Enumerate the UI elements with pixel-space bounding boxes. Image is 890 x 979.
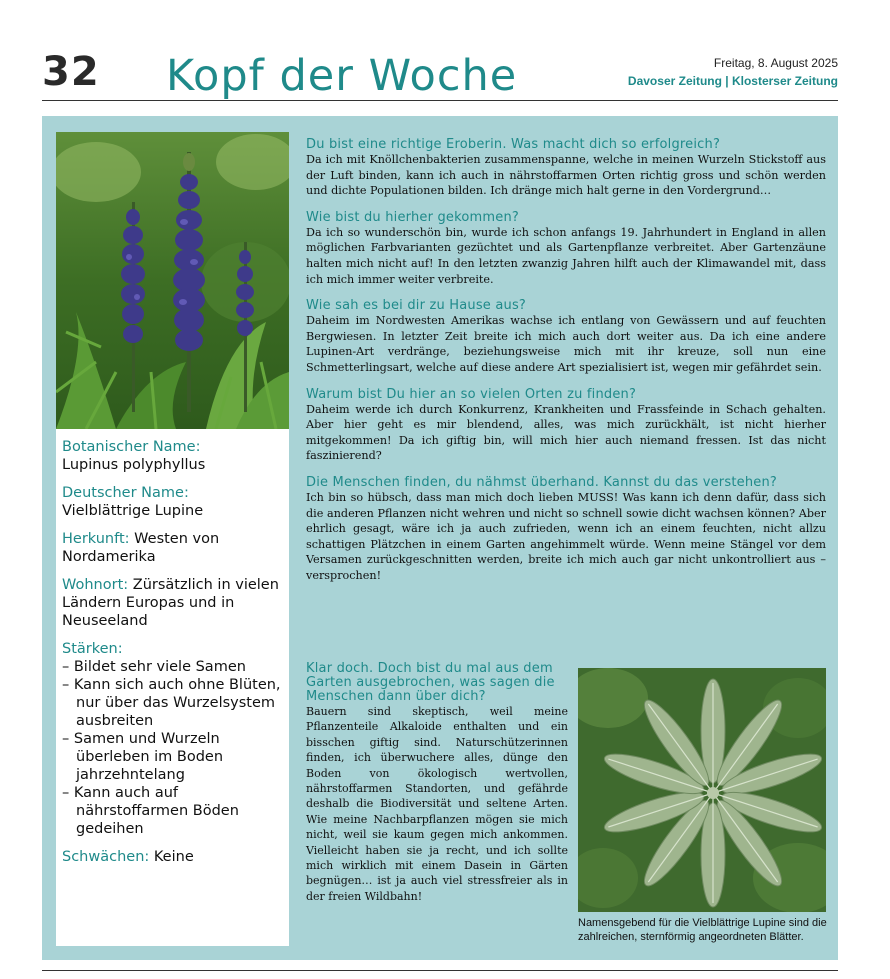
interview-answer: Da ich mit Knöllchenbakterien zusammenspanne, welche in meinen Wurzeln Stickstoff aus der Luft binden, kann ich auch in nährstoffarmen Orten richtig gross und schön werden und dichte Populationen bilden. Ich dränge mich halt gerne in den Vordergrund… — [306, 153, 826, 198]
interview-question: Wie sah es bei dir zu Hause aus? — [306, 298, 527, 314]
strength-item: – Samen und Wurzeln überleben im Boden jahrzehntelang — [62, 731, 224, 783]
weakness — [62, 848, 284, 866]
weakness-value: Keine — [153, 849, 194, 865]
german-name-value: Vielblättrige Lupine — [62, 503, 204, 519]
strength-item: – Kann auch auf nährstoffarmen Böden gedeihen — [62, 785, 239, 837]
botanical-name-label: Botanischer Name: — [62, 439, 201, 455]
botanical-name-value: Lupinus polyphyllus — [62, 457, 206, 473]
footer-rule — [42, 970, 838, 971]
interview-question: Warum bist Du hier an so vielen Orten zu finden? — [306, 386, 637, 402]
origin — [62, 530, 284, 566]
interview-answer: Daheim werde ich durch Konkurrenz, Krankheiten und Frassfeinde in Schach gehalten. Aber hier geht es mir blendend, alles, was mich zurückhält, ist nicht hierher mitgekommen! Da ich giftig bin, will mich hier auch niemand fressen. Ist das nicht faszinierend? — [306, 402, 826, 463]
interview-section — [306, 138, 826, 199]
section-title: Kopf der Woche — [166, 51, 518, 101]
lupine-leaf-photo — [578, 668, 826, 912]
weakness-label: Schwächen: — [62, 849, 150, 865]
dateline — [628, 54, 838, 90]
newspaper-name: Davoser Zeitung | Klosterser Zeitung — [627, 74, 838, 88]
origin-value: Westen von Nordamerika — [62, 531, 220, 565]
interview-question: Wie bist du hierher gekommen? — [306, 209, 520, 225]
publication-date: Freitag, 8. August 2025 — [713, 56, 838, 70]
interview-answer: Da ich so wunderschön bin, wurde ich schon anfangs 19. Jahrhundert in England in allen möglichen Farbvarianten gezüchtet und als Gartenpflanze verbreitet. Aber Gartenzäune halten mich nicht auf! In den letzten zwanzig Jahren hilft auch der Klimawandel mit, dass ich mich immer weiter verbreite. — [306, 225, 826, 286]
habitat — [62, 576, 284, 630]
strengths-list — [62, 658, 284, 838]
interview-answer: Daheim im Nordwesten Amerikas wachse ich entlang von Gewässern und auf feuchten Bergwiesen. In letzter Zeit breite ich mich auch dort weiter aus. Da ich eine andere Lupinen-Art verdränge, beziehungsweise mich mit ihr kreuze, soll nun eine Schmetterlingsart, welche auf diese andere Art spezialisiert ist, wegen mir gefährdet sein. — [306, 314, 826, 374]
strengths-label: Stärken: — [62, 641, 123, 657]
page-number: 32 — [42, 49, 100, 95]
interview-section — [306, 476, 826, 584]
interview-question: Die Menschen finden, du nähmst überhand. Kannst du das verstehen? — [306, 474, 777, 490]
leaf-photo-caption: Namensgebend für die Vielblättrige Lupine sind die zahlreichen, sternförmig angeordneten Blätter. — [578, 917, 827, 943]
interview-section-last — [306, 662, 568, 916]
german-name — [62, 484, 284, 520]
strength-item: – Kann sich auch ohne Blüten, nur über das Wurzelsystem ausbreiten — [62, 677, 281, 729]
botanical-name — [62, 438, 284, 474]
interview-section — [306, 211, 826, 287]
interview-question: Klar doch. Doch bist du mal aus dem Garten ausgebrochen, was sagen die Menschen dann über dich? — [306, 661, 555, 704]
interview-answer: Bauern sind skeptisch, weil meine Pflanzenteile Alkaloide enthalten und ein bisschen giftig sind. Naturschützerinnen finden, ich überwuchere alles, dünge den Boden von ökologisch wertvollen, nährstoffarmen Standorten, und gefährde deshalb die Biodiversität und seltene Arten. Wie meine Nachbarpflanzen mögen sie mich nicht, weil sie kaum gegen mich ankommen. Vielleicht haben sie ja recht, und ich sollte mich wirklich mit einem Dasein in Gärten begnügen… ist ja auch viel stressfreier als in der freien Wildbahn! — [306, 705, 568, 903]
lupine-flower-photo — [56, 132, 289, 429]
strength-item: – Bildet sehr viele Samen — [62, 659, 246, 675]
origin-label: Herkunft: — [62, 531, 130, 547]
interview-section — [306, 388, 826, 464]
fact-list — [62, 438, 284, 876]
strengths — [62, 640, 284, 838]
interview-question: Du bist eine richtige Eroberin. Was macht dich so erfolgreich? — [306, 137, 721, 152]
interview-answer: Ich bin so hübsch, dass man mich doch lieben MUSS! Was kann ich denn dafür, dass sich die anderen Pflanzen nicht wehren und nicht so schnell sowie dicht wachsen können? Aber ehrlich gesagt, wäre ich ja auch zufrieden, wenn ich an einem feuchten, nicht allzu schattigen Plätzchen in einem Garten angehimmelt würde. Wenn meine Stängel vor dem Versamen zurückgeschnitten werden, breite ich mich auch gar nicht unkontrolliert aus – versprochen! — [306, 490, 826, 582]
habitat-value: Zürsätzlich in vielen Ländern Europas und in Neuseeland — [62, 577, 279, 629]
interview-section — [306, 299, 826, 375]
german-name-label: Deutscher Name: — [62, 485, 189, 501]
habitat-label: Wohnort: — [62, 577, 129, 593]
header-rule — [42, 100, 838, 101]
interview-main — [306, 138, 826, 595]
